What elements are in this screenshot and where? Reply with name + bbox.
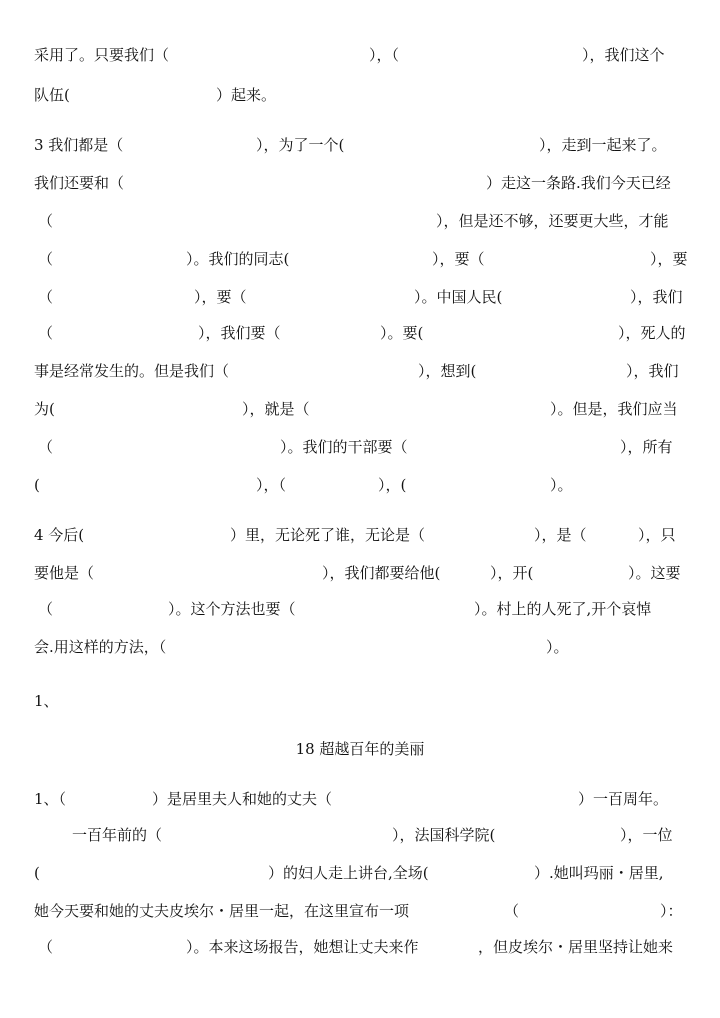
text-segment: ），我们都要给他( — [322, 564, 441, 582]
text-segment: 1、 — [34, 692, 59, 710]
text-segment: ）。这个方法也要（ — [168, 600, 296, 618]
section-title-text: 18 超越百年的美丽 — [295, 740, 425, 758]
text-segment: 为( — [34, 400, 55, 418]
text-segment: 采用了。只要我们（ — [34, 46, 170, 64]
section-title — [0, 738, 720, 760]
text-segment: ）.她叫玛丽・居里, — [534, 864, 664, 882]
text-segment: ）。村上的人死了,开个哀悼 — [474, 600, 652, 618]
text-segment: 1、（ — [34, 790, 67, 808]
text-line — [34, 286, 686, 308]
text-line — [34, 360, 686, 382]
text-segment: ）。这要 — [628, 564, 681, 582]
text-segment: 3 我们都是（ — [34, 136, 124, 154]
text-segment: ），我们这个 — [582, 46, 665, 64]
text-line — [34, 436, 686, 458]
text-segment: ），一位 — [620, 826, 673, 844]
text-segment: ），我们 — [630, 288, 683, 306]
text-segment: ），（ — [256, 476, 287, 494]
text-segment: （ — [38, 288, 54, 306]
text-line — [34, 44, 686, 66]
text-segment: （ — [38, 938, 54, 956]
text-segment: ），我们 — [626, 362, 679, 380]
text-segment: （ — [38, 438, 54, 456]
text-segment: ）是居里夫人和她的丈夫（ — [152, 790, 333, 808]
text-segment: （ — [38, 250, 54, 268]
text-segment: ），（ — [369, 46, 400, 64]
text-line — [34, 134, 686, 156]
text-segment: ）一百周年。 — [578, 790, 669, 808]
text-segment: ，但皮埃尔・居里坚持让她来 — [478, 938, 674, 956]
text-segment: 队伍( — [34, 86, 70, 104]
text-line — [34, 84, 686, 106]
text-segment: ），就是（ — [242, 400, 310, 418]
text-segment: ）的妇人走上讲台,全场( — [268, 864, 429, 882]
text-segment: ）走这一条路.我们今天已经 — [486, 174, 671, 192]
text-line — [34, 322, 686, 344]
text-line — [34, 936, 686, 958]
text-segment: ），所有 — [620, 438, 673, 456]
text-segment: 要他是（ — [34, 564, 95, 582]
text-segment: ）。我们的干部要（ — [280, 438, 408, 456]
text-segment: ），但是还不够，还要更大些，才能 — [436, 212, 669, 230]
text-line — [34, 788, 686, 810]
text-segment: ），死人的 — [618, 324, 686, 342]
text-segment: ）。 — [550, 476, 573, 494]
text-segment: ）。中国人民( — [414, 288, 503, 306]
text-segment: ）： — [660, 902, 683, 920]
text-line — [34, 474, 686, 496]
text-segment: ），只 — [638, 526, 676, 544]
text-segment: ( — [34, 864, 40, 882]
text-segment: （ — [504, 902, 520, 920]
text-segment: （ — [38, 600, 54, 618]
text-segment: ）。本来这场报告，她想让丈夫来作 — [186, 938, 419, 956]
text-line — [34, 398, 686, 420]
text-segment: ），法国科学院( — [392, 826, 496, 844]
text-segment: ）。我们的同志( — [186, 250, 290, 268]
text-segment: ），走到一起来了。 — [539, 136, 667, 154]
text-line — [34, 636, 686, 658]
text-segment: ）。 — [546, 638, 569, 656]
text-segment: ），要 — [650, 250, 688, 268]
text-line — [34, 824, 686, 846]
text-line — [34, 562, 686, 584]
text-segment: ）里，无论死了谁，无论是（ — [230, 526, 426, 544]
text-line — [34, 862, 686, 884]
text-segment: ），( — [378, 476, 407, 494]
text-segment: 4 今后( — [34, 526, 85, 544]
text-segment: ）。但是，我们应当 — [550, 400, 678, 418]
text-segment: 一百年前的（ — [72, 826, 163, 844]
text-segment: ），要（ — [432, 250, 485, 268]
text-segment: （ — [38, 324, 54, 342]
text-segment: （ — [38, 212, 54, 230]
text-segment: ）起来。 — [216, 86, 277, 104]
text-line — [34, 248, 686, 270]
text-segment: ），我们要（ — [198, 324, 281, 342]
text-segment: 她今天要和她的丈夫皮埃尔・居里一起，在这里宣布一项 — [34, 902, 410, 920]
text-line — [34, 210, 686, 232]
text-line — [34, 172, 686, 194]
text-segment: ），是（ — [534, 526, 587, 544]
text-segment: ），想到( — [418, 362, 477, 380]
text-segment: ），为了一个( — [256, 136, 345, 154]
text-line — [34, 690, 686, 712]
text-segment: 事是经常发生的。但是我们（ — [34, 362, 230, 380]
text-segment: ），要（ — [194, 288, 247, 306]
text-line — [34, 900, 686, 922]
text-segment: 会.用这样的方法，（ — [34, 638, 167, 656]
text-segment: ( — [34, 476, 40, 494]
text-line — [34, 598, 686, 620]
text-segment: ）。要( — [380, 324, 424, 342]
text-line — [34, 524, 686, 546]
text-segment: 我们还要和（ — [34, 174, 125, 192]
text-segment: ），开( — [490, 564, 534, 582]
